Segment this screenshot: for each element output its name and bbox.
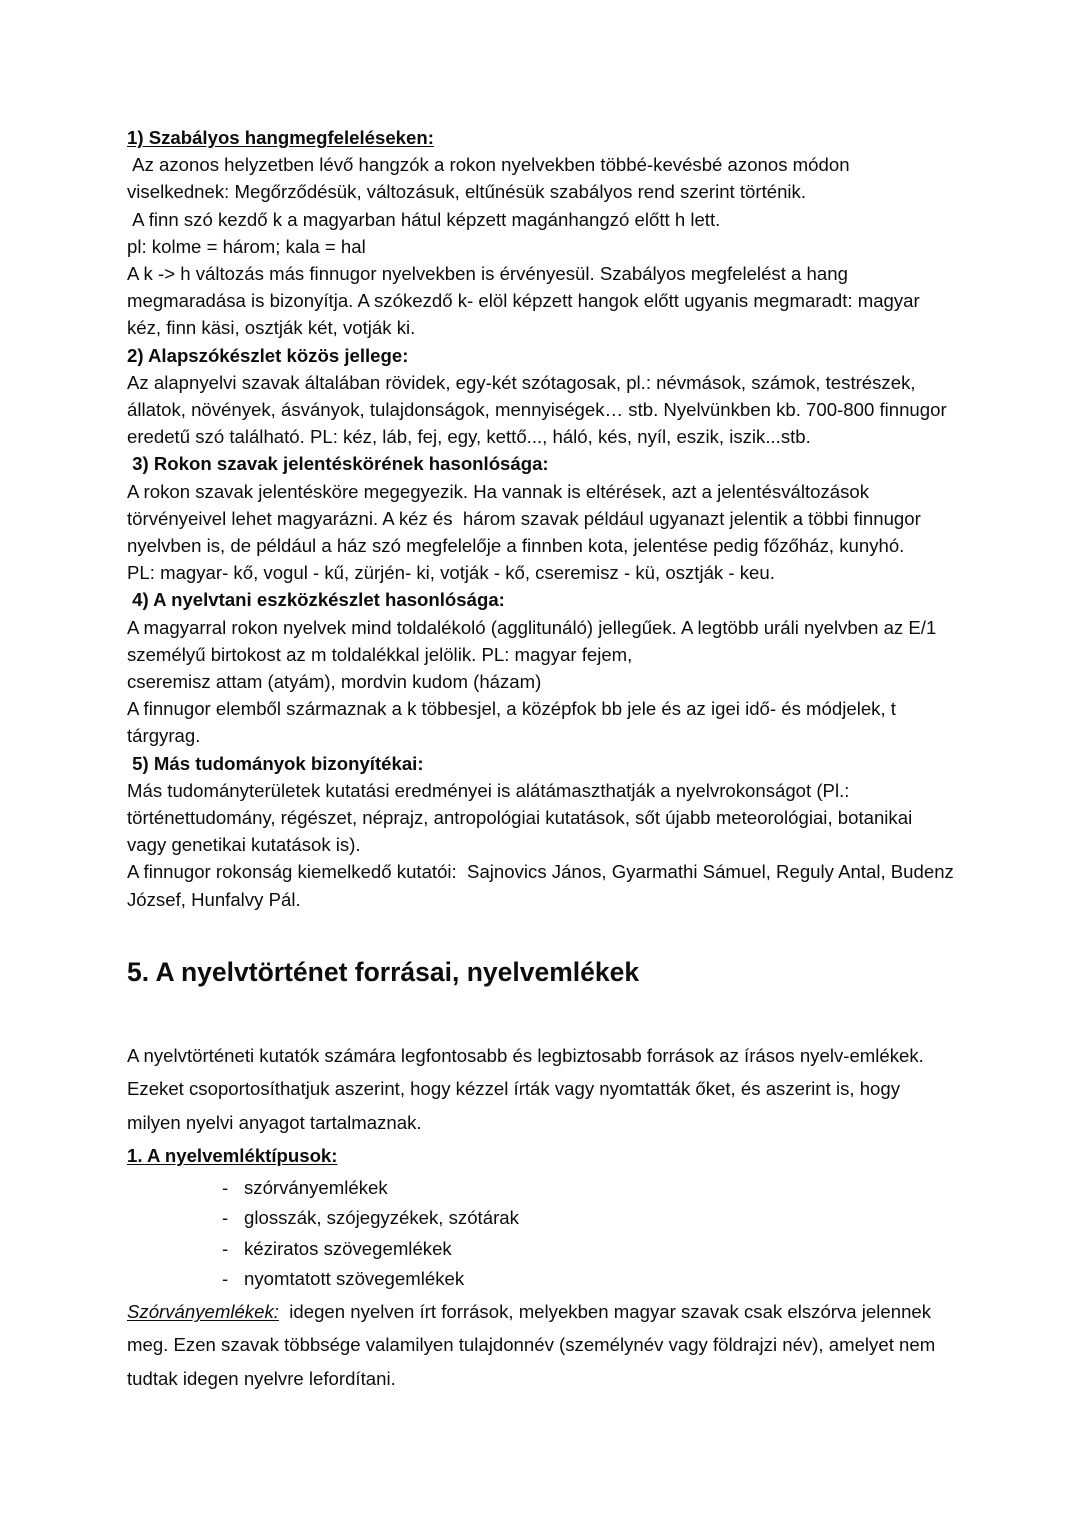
list-item [127, 1264, 955, 1295]
paragraph-3-1: A rokon szavak jelentésköre megegyezik. Ha vannak is eltérések, azt a jelentésváltozások törvényeivel lehet magyarázni. A kéz és három szavak például ugyanazt jelentik a többi finnugor nyelvben is, de például a ház szó megfelelője a finnben kota, jelentése pedig főzőház, kunyhó. [127, 480, 926, 557]
definition-paragraph [127, 1295, 955, 1395]
paragraph-4-2: cseremisz attam (atyám), mordvin kudom (házam) [127, 671, 542, 693]
section-two [127, 1039, 955, 1395]
heading-point-1: 1) Szabályos hangmegfeleléseken: [127, 127, 434, 148]
section-two-intro: A nyelvtörténeti kutatók számára legfontosabb és legbiztosabb források az írásos nyelv-emlékek. Ezeket csoportosíthatjuk aszerint, hogy kézzel írták vagy nyomtatták őket, és aszerint is, hogy milyen nyelvi anyagot tartalmaznak. [127, 1044, 930, 1133]
list-item [127, 1234, 955, 1265]
paragraph-3-2: PL: magyar- kő, vogul - kű, zürjén- ki, votják - kő, cseremisz - kü, osztják - keu. [127, 562, 775, 584]
definition-term: Szórványemlékek: [127, 1300, 279, 1322]
heading-point-2: 2) Alapszókészlet közös jellege: [127, 344, 409, 366]
paragraph-2-1: Az alapnyelvi szavak általában rövidek, egy-két szótagosak, pl.: névmások, számok, testrészek, állatok, növények, ásványok, tulajdonságok, mennyiségek… stb. Nyelvünkben kb. 700-800 finnugor eredetű szó található. PL: kéz, láb, fej, egy, kettő..., háló, kés, nyíl, eszik, iszik...stb. [127, 371, 952, 448]
list-item-label: kéziratos szövegemlékek [244, 1237, 452, 1259]
dash-marker: - [222, 1176, 229, 1198]
document-content [127, 124, 960, 1395]
section-title: 5. A nyelvtörténet forrásai, nyelvemlékek [127, 956, 640, 987]
subheading-nyelvemlektipusok: 1. A nyelvemléktípusok: [127, 1145, 338, 1167]
spacer-before-title [127, 913, 955, 955]
list-item [127, 1203, 955, 1234]
section-one [127, 124, 960, 913]
heading-point-3: 3) Rokon szavak jelentéskörének hasonlósága: [127, 453, 549, 475]
list-item-label: glosszák, szójegyzékek, szótárak [244, 1207, 519, 1229]
paragraph-1-2: A finn szó kezdő k a magyarban hátul képzett magánhangzó előtt h lett. [127, 208, 721, 230]
paragraph-1-1: Az azonos helyzetben lévő hangzók a rokon nyelvekben többé-kevésbé azonos módon viselkednek: Megőrződésük, változásuk, eltűnésük szabályos rend szerint történik. [127, 154, 855, 203]
dash-marker: - [222, 1268, 229, 1290]
spacer-after-title [127, 989, 955, 1039]
definition-body: idegen nyelven írt források, melyekben magyar szavak csak elszórva jelennek meg. Ezen szavak többsége valamilyen tulajdonnév (személynév vagy földrajzi név), amelyet nem tudtak idegen nyelvre lefordítani. [127, 1300, 941, 1389]
list-item-label: nyomtatott szövegemlékek [244, 1268, 465, 1290]
list-item-label: szórványemlékek [244, 1176, 388, 1198]
dash-marker: - [222, 1207, 229, 1229]
heading-point-4: 4) A nyelvtani eszközkészlet hasonlósága: [127, 589, 505, 611]
paragraph-5-1: Más tudományterületek kutatási eredményei is alátámaszthatják a nyelvrokonságot (Pl.: történettudomány, régészet, néprajz, antropológiai kutatások, sőt újabb meteorológiai, botanikai vagy genetikai kutatások is). [127, 779, 918, 856]
paragraph-4-3: A finnugor elemből származnak a k többesjel, a középfok bb jele és az igei idő- és módjelek, t tárgyrag. [127, 698, 902, 747]
dash-marker: - [222, 1237, 229, 1259]
list-item [127, 1173, 955, 1204]
nyelvemlek-type-list [127, 1173, 955, 1295]
paragraph-1-4: A k -> h változás más finnugor nyelvekben is érvényesül. Szabályos megfelelést a hang megmaradása is bizonyítja. A szókezdő k- elöl képzett hangok előtt ugyanis megmaradt: magyar kéz, finn käsi, osztják két, votják ki. [127, 263, 925, 339]
heading-point-5: 5) Más tudományok bizonyítékai: [127, 752, 424, 774]
paragraph-4-1: A magyarral rokon nyelvek mind toldalékoló (agglitunáló) jellegűek. A legtöbb uráli nyelvben az E/1 személyű birtokost az m toldalékkal jelölik. PL: magyar fejem, [127, 616, 942, 665]
paragraph-5-2: A finnugor rokonság kiemelkedő kutatói: Sajnovics János, Gyarmathi Sámuel, Reguly Antal, Budenz József, Hunfalvy Pál. [127, 861, 960, 910]
paragraph-1-3: pl: kolme = három; kala = hal [127, 235, 366, 257]
